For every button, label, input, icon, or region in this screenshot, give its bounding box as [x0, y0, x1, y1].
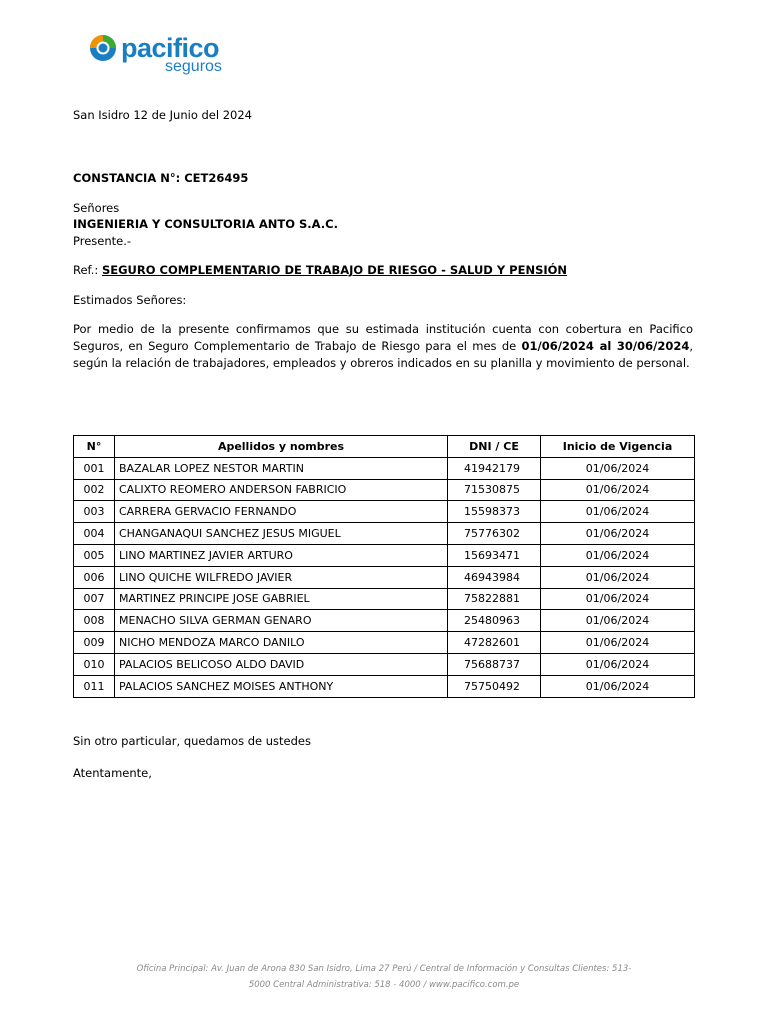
- start-date: 01/06/2024: [541, 479, 695, 501]
- start-date: 01/06/2024: [541, 632, 695, 654]
- worker-dni: 47282601: [448, 632, 541, 654]
- date-line: San Isidro 12 de Junio del 2024: [73, 108, 253, 122]
- row-number: 009: [74, 632, 115, 654]
- start-date: 01/06/2024: [541, 653, 695, 675]
- header-start-date: Inicio de Vigencia: [541, 436, 695, 458]
- worker-dni: 75822881: [448, 588, 541, 610]
- greeting: Estimados Señores:: [73, 293, 187, 307]
- table-row: [74, 523, 695, 545]
- body-part1: Por medio de la presente confirmamos que su estimada institución cuenta con cobertura en Pacifico Seguros, en Seguro Complementario de Trabajo de Riesgo para el mes de: [73, 322, 693, 353]
- start-date: 01/06/2024: [541, 566, 695, 588]
- row-number: 005: [74, 544, 115, 566]
- start-date: 01/06/2024: [541, 675, 695, 697]
- worker-name: LINO MARTINEZ JAVIER ARTURO: [115, 544, 448, 566]
- worker-name: CARRERA GERVACIO FERNANDO: [115, 501, 448, 523]
- footer-line-2: 5000 Central Administrativa: 518 - 4000 / www.pacifico.com.pe: [248, 980, 520, 990]
- body-paragraph: [73, 321, 693, 372]
- row-number: 010: [74, 653, 115, 675]
- table-row: [74, 588, 695, 610]
- reference-line: [73, 262, 567, 278]
- row-number: 001: [74, 457, 115, 479]
- salutation: Señores: [73, 201, 120, 215]
- worker-dni: 15598373: [448, 501, 541, 523]
- worker-name: PALACIOS BELICOSO ALDO DAVID: [115, 653, 448, 675]
- table-row: [74, 675, 695, 697]
- row-number: 002: [74, 479, 115, 501]
- logo-brand-text: pacifico: [121, 33, 220, 63]
- table-row: [74, 610, 695, 632]
- row-number: 008: [74, 610, 115, 632]
- start-date: 01/06/2024: [541, 457, 695, 479]
- worker-name: PALACIOS SANCHEZ MOISES ANTHONY: [115, 675, 448, 697]
- worker-name: CALIXTO REOMERO ANDERSON FABRICIO: [115, 479, 448, 501]
- company-name: INGENIERIA Y CONSULTORIA ANTO S.A.C.: [73, 217, 338, 231]
- start-date: 01/06/2024: [541, 523, 695, 545]
- pacifico-logo: [88, 33, 222, 75]
- worker-name: BAZALAR LOPEZ NESTOR MARTIN: [115, 457, 448, 479]
- worker-name: NICHO MENDOZA MARCO DANILO: [115, 632, 448, 654]
- table-row: [74, 479, 695, 501]
- row-number: 004: [74, 523, 115, 545]
- start-date: 01/06/2024: [541, 544, 695, 566]
- header-number: N°: [74, 436, 115, 458]
- coverage-period: 01/06/2024 al 30/06/2024: [521, 339, 690, 353]
- reference-label: Ref.:: [73, 263, 102, 277]
- row-number: 003: [74, 501, 115, 523]
- signoff: Atentamente,: [73, 766, 152, 780]
- footer-address: [90, 961, 678, 993]
- row-number: 006: [74, 566, 115, 588]
- header-dni: DNI / CE: [448, 436, 541, 458]
- workers-table: [73, 435, 695, 698]
- reference-subject: SEGURO COMPLEMENTARIO DE TRABAJO DE RIESGO - SALUD Y PENSIÓN: [101, 263, 568, 277]
- pacifico-logo-icon: [88, 33, 118, 63]
- table-row: [74, 632, 695, 654]
- header-name: Apellidos y nombres: [115, 436, 448, 458]
- worker-dni: 46943984: [448, 566, 541, 588]
- table-row: [74, 566, 695, 588]
- presente: Presente.-: [73, 234, 132, 248]
- table-row: [74, 544, 695, 566]
- worker-dni: 25480963: [448, 610, 541, 632]
- worker-name: MARTINEZ PRINCIPE JOSE GABRIEL: [115, 588, 448, 610]
- table-header-row: [74, 436, 695, 458]
- closing-line: Sin otro particular, quedamos de ustedes: [73, 734, 311, 748]
- worker-name: LINO QUICHE WILFREDO JAVIER: [115, 566, 448, 588]
- start-date: 01/06/2024: [541, 501, 695, 523]
- row-number: 007: [74, 588, 115, 610]
- worker-dni: 75688737: [448, 653, 541, 675]
- worker-dni: 15693471: [448, 544, 541, 566]
- row-number: 011: [74, 675, 115, 697]
- table-row: [74, 501, 695, 523]
- worker-dni: 71530875: [448, 479, 541, 501]
- logo-sub-text: seguros: [165, 58, 222, 75]
- table-row: [74, 653, 695, 675]
- start-date: 01/06/2024: [541, 610, 695, 632]
- worker-name: CHANGANAQUI SANCHEZ JESUS MIGUEL: [115, 523, 448, 545]
- worker-dni: 41942179: [448, 457, 541, 479]
- table-row: [74, 457, 695, 479]
- worker-dni: 75750492: [448, 675, 541, 697]
- footer-line-1: Oficina Principal: Av. Juan de Arona 830 San Isidro, Lima 27 Perú / Central de Información y Consultas Clientes: 513-: [136, 964, 632, 974]
- worker-dni: 75776302: [448, 523, 541, 545]
- constancia-number: CONSTANCIA N°: CET26495: [73, 171, 249, 185]
- body-part2: , según la relación de trabajadores, empleados y obreros indicados en su planilla y movimiento de personal.: [73, 339, 693, 370]
- start-date: 01/06/2024: [541, 588, 695, 610]
- worker-name: MENACHO SILVA GERMAN GENARO: [115, 610, 448, 632]
